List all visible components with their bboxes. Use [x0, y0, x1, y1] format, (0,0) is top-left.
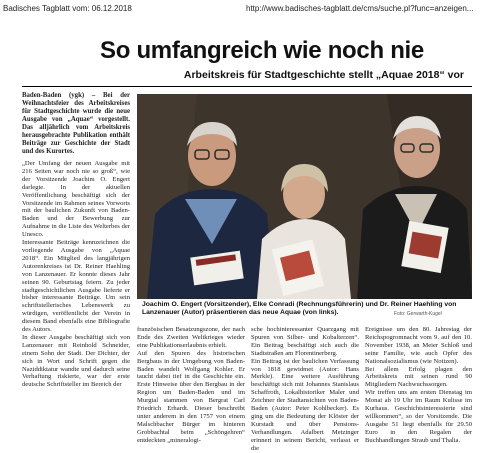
headline-divider — [22, 86, 472, 87]
column-4-paragraph: Wir treffen uns am ersten Dienstag im Monat ab 19 Uhr im Raum Kulisse im Kurhaus. Geschichtsinteressierte sind willkommen“, so der Vorsitzende. Die Ausgabe 51 liegt ebenfalls für 29.50 Euro in den Regalen der Buchhandlungen Straub und Thalia. — [365, 389, 472, 444]
column-1-paragraph: „Der Umfang der neuen Ausgabe mit 216 Seiten war noch nie so groß“, wie der Vorsitzende Joachim O. Engert darlegte. In der aktuellen Veröffentlichung beschäftigt sich der Vorsitzende im Rahmen seines Vorworts mit der baulichen Zukunft von Baden-Baden und der Bewerbung zur Aufnahme in die Liste des Welterbes der Unesco. — [22, 160, 130, 239]
print-header-url[interactable]: http://www.badisches-tagblatt.de/cms/suche.pl?func=anzeigen... — [246, 4, 474, 13]
group-photo-image — [137, 94, 472, 299]
print-header-source: Badisches Tagblatt vom: 06.12.2018 — [3, 4, 132, 13]
article-lead-text: Bei der Weihnachtsfeier des Arbeitskreises für Stadtgeschichte wurde die neue Ausgabe von „Aquae“ vorgestellt. Das alljährlich vom Arbeitskreis herausgebrachte Publikation enthält Beiträge zur Geschichte der Stadt und des Kurortes. — [22, 92, 131, 155]
article-column-3 — [251, 326, 359, 452]
column-3-paragraph: Ein Beitrag ist der baulichen Verfassung von 1818 gewidmet (Autor: Hans Merkle). Eine weitere Ausführung beschäftigt sich mit Johannes Stanislaus Schaffroth, Lokalhistoriker Maler und Zeichner der Stadtansichten von Baden-Baden (Autor: Peter Kohlbecker). Es ging um die Bedeutung der Klöster der Kurstadt und über Pensions-Verhandlungen. Adalbert Metzinger erinnert in seinem Bericht, verlasst er die — [251, 357, 359, 452]
newspaper-clipping — [22, 34, 472, 452]
article-headline: So umfangreich wie noch nie — [100, 37, 424, 64]
column-3-paragraph: sche hochinteressanter Quarzgang mit Spuren von Silber- und Kobalterzen“. Ein Beitrag beschäftigt sich auch die Stadtstraßen am Florentinerberg. — [251, 326, 359, 357]
article-photo — [137, 94, 472, 299]
article-lead-place: Baden-Baden (ygk) – — [22, 92, 96, 99]
column-2-paragraph: französischen Besatzungszone, der nach Ende des Zweiten Weltkrieges wieder eine Publikationserlaubnis erhielt. — [137, 326, 245, 349]
column-4-paragraph: Ereignisse um den 80. Jahrestag der Reichspogromnacht vom 9. auf den 10. November 1938, an Meier Schloß und seine Familie, wie auch Opfer des Nationalsozialismus (wie Notizen). — [365, 326, 472, 365]
article-lead — [22, 92, 130, 156]
column-1-paragraph: In dieser Ausgabe beschäftigt sich von Lanzenauer mit Reinhold Schneider, einem Sohn der Stadt. Der Dichter, der sich in Wort und Schrift gegen die Naziddiktatur wandte und dadurch seine Verhaftung riskierte, war der erste deutsche Schriftsteller im Bereich der — [22, 333, 130, 389]
photo-caption: Joachim O. Engert (Vorsitzender), Elke Conradi (Rechnungsführerin) und Dr. Reiner Haehling von Lanzenauer (Autor) präsentieren das neue Aquae (von links). — [142, 301, 457, 316]
book-right — [401, 221, 448, 273]
photo-credit: Foto: Gerwarth-Kugel — [394, 311, 442, 317]
browser-print-header — [0, 0, 480, 20]
article-column-2 — [137, 326, 245, 444]
article-subheadline: Arbeitskreis für Stadtgeschichte stellt „Aquae 2018“ vor — [183, 69, 464, 81]
column-1-paragraph: Interessante Beiträge kennzeichnen die vorliegende Ausgabe von „Aquae 2018“. Ein Mitglied des langjährigen Autorenkreises ist Dr. Reiner Haehling von Lanzenauer. Er konnte dieses Jahr seinen 90. Geburtstag feiern. Zu jeder stadtgeschichtlichen Ausgabe lieferte er bisher interessante Beiträge. Um sein schriftstellerisches Lebenswerk zu würdigen, veröffentlicht der Verein in diesem Band ebenfalls eine Bibliografie des Autors. — [22, 239, 130, 334]
column-2-paragraph: Auf den Spuren des historischen Bergbaus in der Umgebung von Baden-Baden wandelt Wolfgang Kohler. Er taucht dabei tief in die Geschichte ein. Erste Hinweise über den Bergbau in der Region um Baden-Baden und im Murgtal stammen von Bergrat Carl Friedrich Erhardt. Dieser beschreibt unter anderem in den 1757 von einem Malschbacher Bürger im hinteren Grobbachtal beim „Schöngehren“ entdeckten „mineralogi- — [137, 349, 245, 444]
article-column-4 — [365, 326, 472, 444]
column-4-paragraph: Bei allem Erfolg plagen den Arbeitskreis mit seinen rund 90 Mitgliedern Nachwuchssorgen. — [365, 365, 472, 389]
article-column-1 — [22, 92, 130, 434]
